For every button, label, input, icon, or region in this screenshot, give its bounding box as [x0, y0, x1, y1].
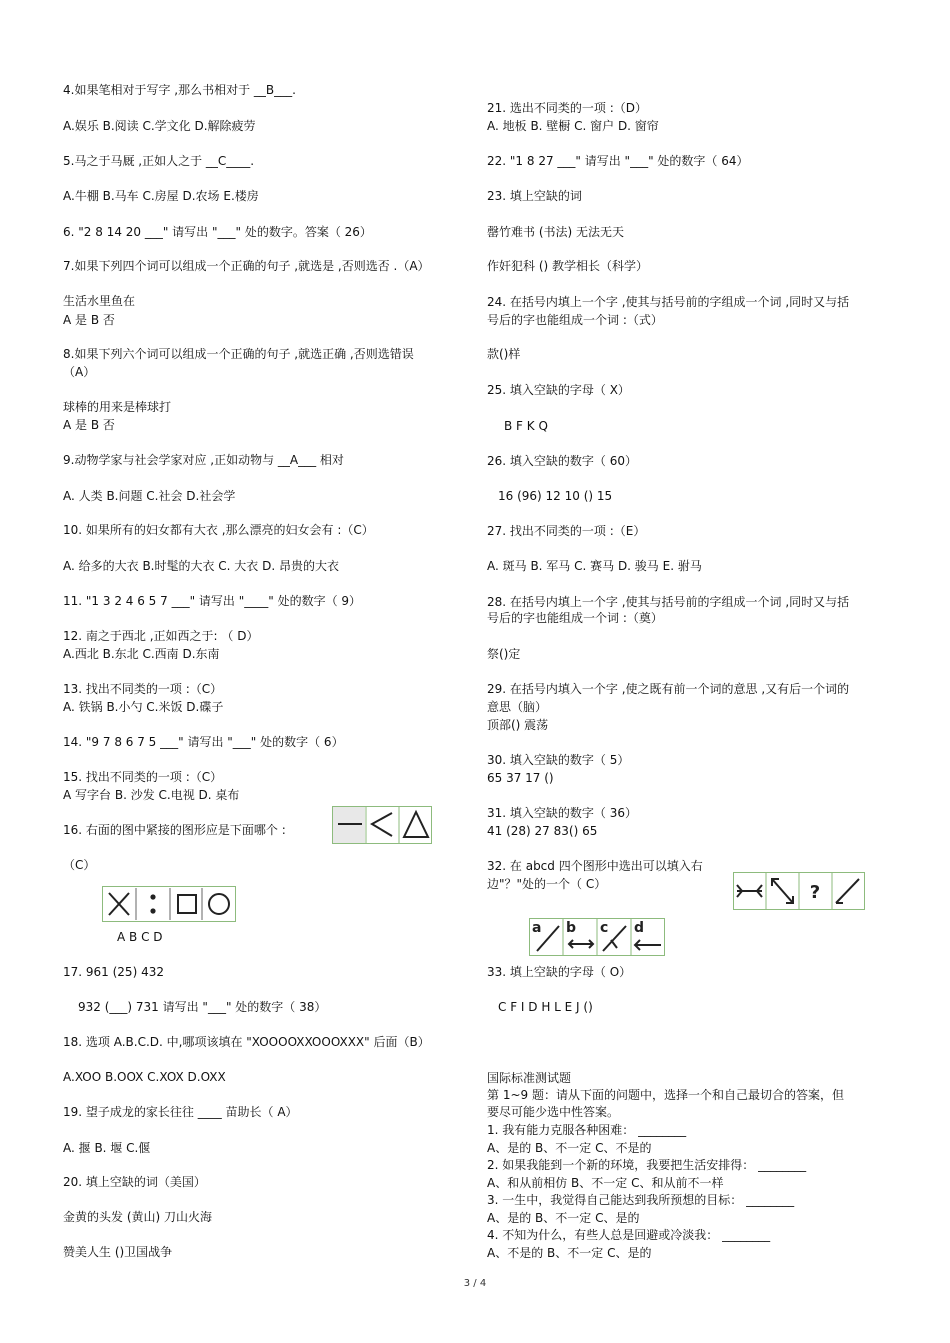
survey-q4-options: A、不是的 B、不一定 C、是的: [487, 1246, 652, 1260]
q29: 29. 在括号内填入一个字 ,使之既有前一个词的意思 ,又有后一个词的: [487, 682, 850, 696]
q24-line2: 号后的字也能组成一个词 :（式）: [487, 313, 663, 327]
q26-numbers: 16 (96) 12 10 () 15: [498, 489, 613, 503]
q4: 4.如果笔相对于写字 ,那么书相对于 __B___.: [63, 83, 296, 97]
survey-q1: 1. 我有能力克服各种困难： ________: [487, 1123, 687, 1137]
q28-words: 祭()定: [487, 647, 521, 661]
q29-line2: 意思（脑）: [487, 700, 548, 714]
q8-answer: （A）: [63, 365, 96, 379]
survey-q3-options: A、是的 B、不一定 C、是的: [487, 1211, 640, 1225]
q8-words: 球棒的用来是棒球打: [63, 400, 172, 414]
q11: 11. "1 3 2 4 6 5 7 ___" 请写出 "____" 处的数字（ 9）: [63, 594, 362, 608]
q7: 7.如果下列四个词可以组成一个正确的句子 ,就选是 ,否则选否 .（A）: [63, 259, 430, 273]
q15: 15. 找出不同类的一项 :（C）: [63, 770, 223, 784]
q13-options: A. 铁锅 B.小勺 C.米饭 D.碟子: [63, 700, 224, 714]
q23-line2: 作奸犯科 () 教学相长（科学）: [487, 259, 648, 273]
q30-numbers: 65 37 17 (): [487, 771, 554, 785]
section-instructions: 第 1~9 题：请从下面的问题中，选择一个和自己最切合的答案，但: [487, 1088, 844, 1102]
q25: 25. 填入空缺的字母（ X）: [487, 383, 630, 397]
option-b-label: b: [566, 920, 577, 936]
q24-words: 款()样: [487, 347, 521, 361]
q23-line1: 罄竹难书 (书法) 无法无天: [487, 225, 624, 239]
option-c-label: c: [600, 920, 609, 936]
q28-line2: 号后的字也能组成一个词 :（奠）: [487, 611, 663, 625]
q7-options: A 是 B 否: [63, 313, 115, 327]
survey-q1-options: A、是的 B、不一定 C、不是的: [487, 1141, 652, 1155]
q32-line2: 边"？"处的一个（ C）: [487, 877, 607, 891]
q30: 30. 填入空缺的数字（ 5）: [487, 753, 630, 767]
q19: 19. 望子成龙的家长往往 ____ 苗助长（ A）: [63, 1105, 298, 1119]
q32: 32. 在 abcd 四个图形中选出可以填入右: [487, 859, 703, 873]
q14: 14. "9 7 8 6 7 5 ___" 请写出 "___" 处的数字（ 6）: [63, 735, 344, 749]
q22: 22. "1 8 27 ___" 请写出 "___" 处的数字（ 64）: [487, 154, 749, 168]
q32-question-mark: ?: [809, 882, 821, 903]
q19-options: A. 揠 B. 堰 C.偃: [63, 1141, 151, 1155]
section-instructions-line2: 要尽可能少选中性答案。: [487, 1105, 620, 1119]
q25-letters: B F K Q: [504, 419, 548, 433]
q27: 27. 找出不同类的一项 :（E）: [487, 524, 646, 538]
q5-options: A.牛棚 B.马车 C.房屋 D.农场 E.楼房: [63, 189, 259, 203]
q20: 20. 填上空缺的词（美国）: [63, 1175, 206, 1189]
q6: 6. "2 8 14 20 ___" 请写出 "___" 处的数字。答案（ 26）: [63, 225, 372, 239]
q18: 18. 选项 A.B.C.D. 中,哪项该填在 "XOOOOXXOOOXXX" 后面（B）: [63, 1035, 430, 1049]
q31: 31. 填入空缺的数字（ 36）: [487, 806, 637, 820]
survey-q2-options: A、和从前相仿 B、不一定 C、和从前不一样: [487, 1176, 724, 1190]
q4-options: A.娱乐 B.阅读 C.学文化 D.解除疲劳: [63, 119, 256, 133]
q16-option-letters: A B C D: [117, 930, 163, 944]
survey-q2: 2. 如果我能到一个新的环境，我要把生活安排得： ________: [487, 1158, 807, 1172]
q20-line1: 金黄的头发 (黄山) 刀山火海: [63, 1210, 212, 1224]
q12: 12. 南之于西北 ,正如西之于: （ D）: [63, 629, 259, 643]
q12-options: A.西北 B.东北 C.西南 D.东南: [63, 647, 220, 661]
q16: 16. 右面的图中紧接的图形应是下面哪个 :: [63, 823, 286, 837]
q9: 9.动物学家与社会学家对应 ,正如动物与 __A___ 相对: [63, 453, 344, 467]
q16-answer: （C）: [63, 858, 96, 872]
q29-words: 顶部() 震荡: [487, 718, 549, 732]
survey-q4: 4. 不知为什么，有些人总是回避或冷淡我： ________: [487, 1228, 771, 1242]
q18-options: A.XOO B.OOX C.XOX D.OXX: [63, 1070, 226, 1084]
q9-options: A. 人类 B.问题 C.社会 D.社会学: [63, 489, 236, 503]
q10-options: A. 给多的大衣 B.时髦的大衣 C. 大衣 D. 昂贵的大衣: [63, 559, 339, 573]
q32-sequence-figure: [733, 872, 865, 910]
survey-q3: 3. 一生中，我觉得自己能达到我所预想的目标： ________: [487, 1193, 795, 1207]
q33-letters: C F I D H L E J (): [498, 1000, 593, 1014]
q20-line2: 赞美人生 ()卫国战争: [63, 1245, 173, 1259]
q31-numbers: 41 (28) 27 83() 65: [487, 824, 598, 838]
q10: 10. 如果所有的妇女都有大衣 ,那么漂亮的妇女会有 :（C）: [63, 523, 374, 537]
q15-options: A 写字台 B. 沙发 C.电视 D. 桌布: [63, 788, 240, 802]
q7-words: 生活水里鱼在: [63, 294, 136, 308]
q28: 28. 在括号内填上一个字 ,使其与括号前的字组成一个词 ,同时又与括: [487, 595, 850, 609]
q27-options: A. 斑马 B. 军马 C. 赛马 D. 骏马 E. 驸马: [487, 559, 702, 573]
option-a-label: a: [532, 920, 542, 936]
q23: 23. 填上空缺的词: [487, 189, 582, 203]
q8: 8.如果下列六个词可以组成一个正确的句子 ,就选正确 ,否则选错误: [63, 347, 414, 361]
q32-options-figure: [529, 918, 665, 956]
q17: 17. 961 (25) 432: [63, 965, 164, 979]
q8-options: A 是 B 否: [63, 418, 115, 432]
q16-sequence-figure: [332, 806, 432, 844]
q5: 5.马之于马厩 ,正如人之于 __C____.: [63, 154, 255, 168]
q16-options-figure: [102, 886, 236, 922]
q17-line2: 932 (___) 731 请写出 "___" 处的数字（ 38）: [78, 1000, 327, 1014]
q33: 33. 填上空缺的字母（ O）: [487, 965, 632, 979]
q21: 21. 选出不同类的一项 :（D）: [487, 101, 647, 115]
page-number: 3 / 4: [463, 1278, 487, 1289]
q24: 24. 在括号内填上一个字 ,使其与括号前的字组成一个词 ,同时又与括: [487, 295, 850, 309]
option-d-label: d: [634, 920, 645, 936]
q26: 26. 填入空缺的数字（ 60）: [487, 454, 637, 468]
q13: 13. 找出不同类的一项 :（C）: [63, 682, 223, 696]
section-title: 国际标准测试题: [487, 1071, 572, 1085]
q21-options: A. 地板 B. 壁橱 C. 窗户 D. 窗帘: [487, 119, 659, 133]
